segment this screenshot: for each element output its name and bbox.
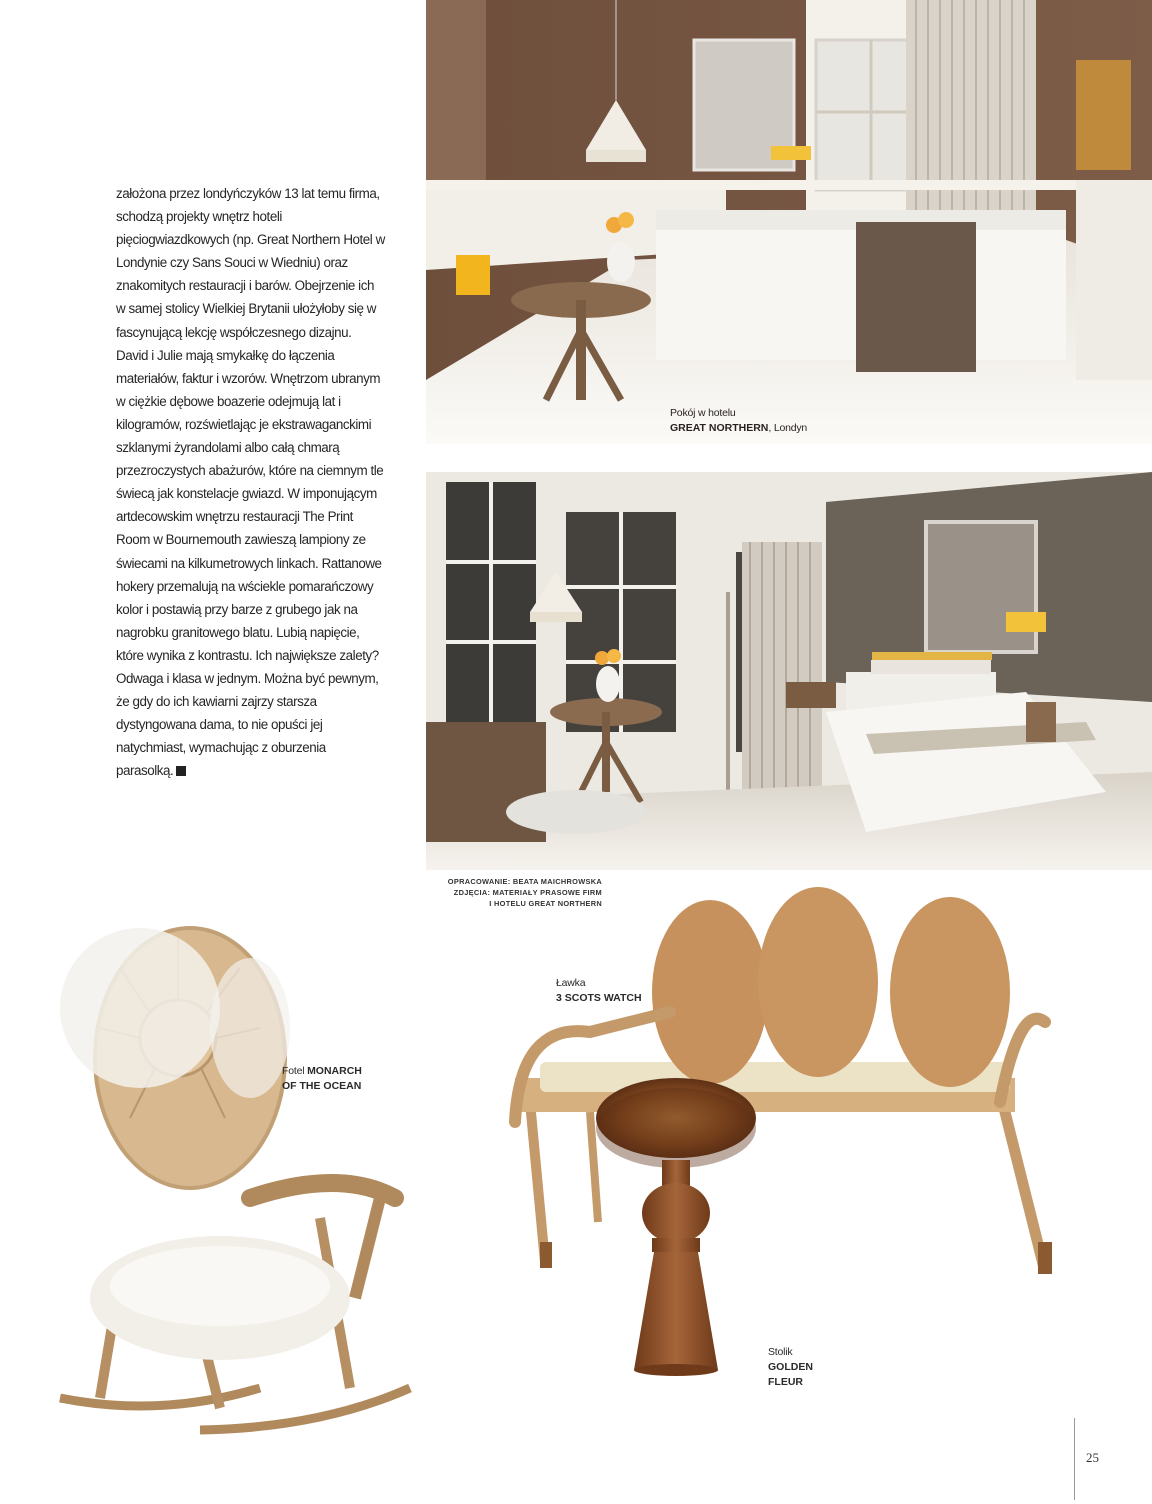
caption-chair-prefix: Fotel [282, 1065, 308, 1077]
caption-hotel-room-1 [670, 406, 807, 436]
caption-hotel-room-1-place: , Londyn [768, 422, 808, 434]
caption-bench [556, 976, 642, 1006]
caption-side-table-name-2: FLEUR [768, 1376, 803, 1388]
caption-chair [282, 1064, 362, 1094]
caption-chair-name-2: OF THE OCEAN [282, 1080, 362, 1092]
hotel-room-photo-2 [426, 472, 1152, 870]
caption-bench-line1: Ławka [556, 977, 586, 989]
caption-hotel-room-1-line1: Pokój w hotelu [670, 407, 736, 419]
article-body: założona przez londyńczyków 13 lat temu firma, schodzą projekty wnętrz hoteli pięciogwiazdkowych (np. Great Northern Hotel w Londynie czy Sans Souci w Wiedniu) oraz znakomitych restauracji i barów. Obejrzenie ich w samej stolicy Wielkiej Brytanii ułożyłoby się w fascynującą lekcję współczesnego dizajnu. David i Julie mają smykałkę do łączenia materiałów, faktur i wzorów. Wnętrzom ubranym w ciężkie dębowe boazerie odejmują lat i kilogramów, rozświetlając je ekstrawaganckimi szklanymi żyrandolami albo całą chmarą przezroczystych abażurów, które na ciemnym tle świecą jak konstelacje gwiazd. W imponującym artdecowskim wnętrzu restauracji The Print Room w Bournemouth zawieszą lampiony ze świecami na kilkumetrowych linkach. Rattanowe hokery przemalują na wściekle pomarańczowy kolor i postawią przy barze z grubego jak na nagrobku granitowego blatu. Lubią napięcie, które wynika z kontrastu. Ich największe zalety? Odwaga i klasa w jednym. Można być pewnym, że gdy do ich kawiarni zajrzy starsza dystyngowana dama, to nie opuści jej natychmiast, wymachując z oburzenia parasolką. [116, 186, 385, 779]
bench-image [500, 882, 1060, 1302]
caption-side-table-line1: Stolik [768, 1346, 793, 1358]
caption-bench-name: 3 SCOTS WATCH [556, 992, 642, 1004]
hotel-room-photo-1 [426, 0, 1152, 444]
rocking-chair-image [20, 918, 420, 1438]
side-table-image [592, 1078, 760, 1376]
caption-side-table-name-1: GOLDEN [768, 1361, 813, 1373]
page-number: 25 [1086, 1450, 1099, 1465]
credits-line-2: ZDJĘCIA: MATERIAŁY PRASOWE FIRM [453, 888, 602, 897]
page-rule [1074, 1418, 1075, 1500]
caption-side-table [768, 1345, 813, 1390]
credits-line-1: OPRACOWANIE: BEATA MAICHROWSKA [447, 877, 602, 886]
caption-chair-name-1: MONARCH [307, 1065, 362, 1077]
credits-line-3: I HOTELU GREAT NORTHERN [489, 899, 602, 908]
end-mark-icon [176, 766, 186, 776]
caption-hotel-room-1-name: GREAT NORTHERN [670, 422, 769, 434]
article-text [116, 182, 386, 782]
